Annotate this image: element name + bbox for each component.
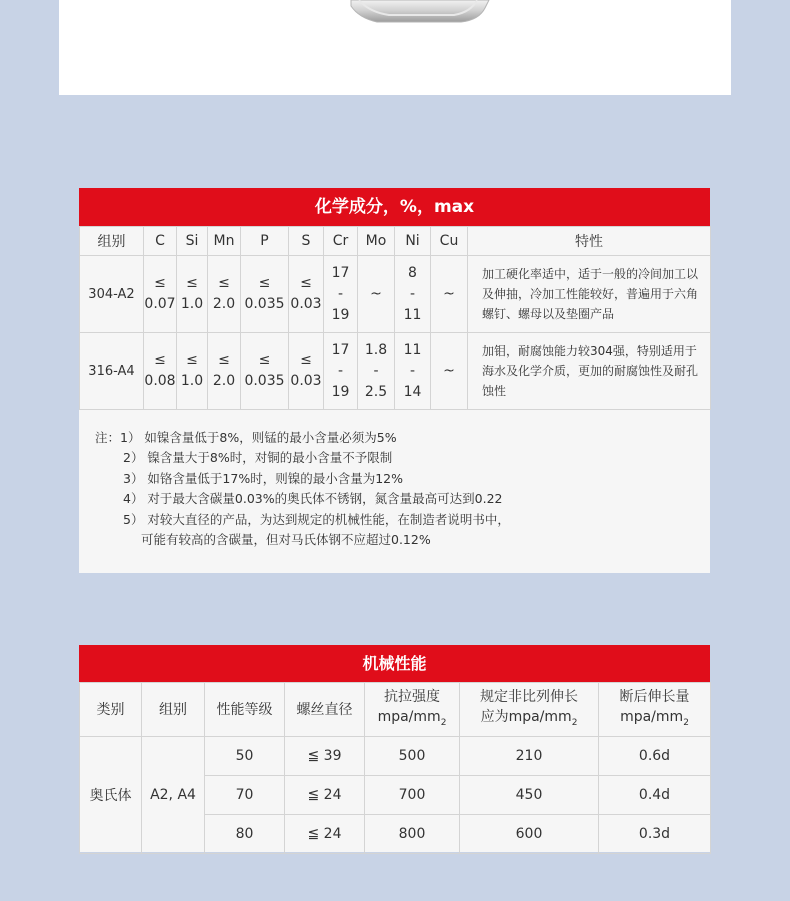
grade-cell: 316-A4 <box>80 333 144 410</box>
property-note: 加钼，耐腐蚀能力较304强，特别适用于海水及化学介质，更加的耐腐蚀性及耐孔蚀性 <box>468 333 711 410</box>
range-dash: - <box>337 362 344 379</box>
cr-min: 17 <box>331 341 350 358</box>
table-row <box>80 333 711 410</box>
category-cell: 奥氏体 <box>80 737 142 854</box>
tensile-label: 抗拉强度 <box>384 688 440 705</box>
le-sign: ≤ <box>186 275 198 291</box>
ni-max: 11 <box>403 306 422 323</box>
note-line: 5） 对较大直径的产品，为达到规定的机械性能，在制造者说明书中， <box>123 511 510 527</box>
header-elongation <box>599 683 711 737</box>
p-cell <box>241 333 289 410</box>
le-sign: ≤ <box>258 275 271 291</box>
s-value: 0.03 <box>290 296 322 312</box>
elongation-cell: 0.4d <box>599 776 711 815</box>
cr-min: 17 <box>331 264 350 281</box>
cr-cell <box>324 256 358 333</box>
header-group: 组别 <box>142 683 205 737</box>
le-sign: ≤ <box>154 352 166 368</box>
yield-cell: 600 <box>460 815 599 854</box>
header-tensile-strength <box>365 683 460 737</box>
bolt-image <box>59 0 731 95</box>
grade-cell: 80 <box>205 815 285 854</box>
le-sign: ≤ <box>218 352 230 368</box>
header-ni: Ni <box>395 227 431 256</box>
yield-cell: 450 <box>460 776 599 815</box>
mn-value: 2.0 <box>212 296 236 312</box>
header-mn: Mn <box>208 227 241 256</box>
grade-cell: 70 <box>205 776 285 815</box>
ni-min: 11 <box>403 341 422 358</box>
mechanical-title: 机械性能 <box>79 645 710 682</box>
p-value: 0.035 <box>244 296 285 312</box>
si-cell <box>177 333 208 410</box>
notes-block <box>79 410 710 550</box>
diameter-cell: ≦ 39 <box>285 737 365 776</box>
le-sign: ≤ <box>154 275 166 291</box>
mo-min: 1.8 <box>364 341 388 358</box>
note-line: 3） 如铬含量低于17%时，则镍的最小含量为12% <box>123 470 403 486</box>
yield-label: 规定非比列伸长 <box>480 688 578 705</box>
s-value: 0.03 <box>290 373 322 389</box>
le-sign: ≤ <box>258 352 271 368</box>
tensile-cell: 800 <box>365 815 460 854</box>
elongation-label: 断后伸长量 <box>619 688 690 705</box>
header-cu: Cu <box>431 227 468 256</box>
p-cell <box>241 256 289 333</box>
mn-value: 2.0 <box>212 373 236 389</box>
header-property: 特性 <box>468 227 711 256</box>
range-dash: - <box>337 285 344 302</box>
mo-max: 2.5 <box>364 383 388 400</box>
c-value: 0.07 <box>144 296 176 312</box>
mo-cell: ~ <box>358 256 395 333</box>
header-cr: Cr <box>324 227 358 256</box>
header-screw-diameter: 螺丝直径 <box>285 683 365 737</box>
cr-max: 19 <box>331 383 350 400</box>
ni-min: 8 <box>408 264 417 281</box>
mechanical-header-row <box>80 683 711 737</box>
table-row <box>80 737 711 776</box>
note-line: 4） 对于最大含碳量0.03%的奥氏体不锈钢，氮含量最高可达到0.22 <box>123 491 503 507</box>
header-c: C <box>144 227 177 256</box>
group-cell: A2, A4 <box>142 737 205 854</box>
header-grade: 组别 <box>80 227 144 256</box>
chemical-composition-table <box>79 188 710 573</box>
le-sign: ≤ <box>218 275 230 291</box>
header-s: S <box>289 227 324 256</box>
s-cell <box>289 256 324 333</box>
chemical-header-row <box>80 227 711 256</box>
mn-cell <box>208 333 241 410</box>
c-cell <box>144 256 177 333</box>
note-line: 可能有较高的含碳量，但对马氏体钢不应超过0.12% <box>141 532 431 548</box>
grade-cell: 304-A2 <box>80 256 144 333</box>
header-yield-strength <box>460 683 599 737</box>
product-image-card <box>59 0 731 95</box>
le-sign: ≤ <box>300 352 312 368</box>
tensile-cell: 700 <box>365 776 460 815</box>
cu-cell: ~ <box>431 256 468 333</box>
p-value: 0.035 <box>244 373 285 389</box>
tensile-unit: mpa/$mm_2$ <box>377 708 447 728</box>
le-sign: ≤ <box>300 275 312 291</box>
header-performance-grade: 性能等级 <box>205 683 285 737</box>
le-sign: ≤ <box>186 352 198 368</box>
cr-cell <box>324 333 358 410</box>
property-note: 加工硬化率适中，适于一般的冷间加工以及伸抽，冷加工性能较好，普遍用于六角螺钉、螺母以及垫圈产品 <box>468 256 711 333</box>
ni-cell <box>395 333 431 410</box>
diameter-cell: ≦ 24 <box>285 776 365 815</box>
range-dash: - <box>409 362 416 379</box>
range-dash: - <box>409 285 416 302</box>
si-cell <box>177 256 208 333</box>
header-category: 类别 <box>80 683 142 737</box>
ni-max: 14 <box>403 383 422 400</box>
si-value: 1.0 <box>180 373 204 389</box>
range-dash: - <box>373 362 379 379</box>
yield-cell: 210 <box>460 737 599 776</box>
diameter-cell: ≦ 24 <box>285 815 365 854</box>
tensile-cell: 500 <box>365 737 460 776</box>
cu-cell: ~ <box>431 333 468 410</box>
note-line: 注：1） 如镍含量低于8%，则锰的最小含量必须为5% <box>95 430 397 445</box>
elongation-cell: 0.6d <box>599 737 711 776</box>
s-cell <box>289 333 324 410</box>
grade-cell: 50 <box>205 737 285 776</box>
cr-max: 19 <box>331 306 350 323</box>
ni-cell <box>395 256 431 333</box>
elongation-cell: 0.3d <box>599 815 711 854</box>
elongation-unit: mpa/$mm_2$ <box>620 708 689 728</box>
header-si: Si <box>177 227 208 256</box>
mechanical-properties-table <box>79 645 710 852</box>
mo-cell <box>358 333 395 410</box>
table-row <box>80 256 711 333</box>
note-line: 2） 镍含量大于8%时，对铜的最小含量不予限制 <box>123 450 393 466</box>
c-value: 0.08 <box>144 373 176 389</box>
header-mo: Mo <box>358 227 395 256</box>
chemical-title: 化学成分，%，max <box>79 188 710 226</box>
c-cell <box>144 333 177 410</box>
yield-unit: 应为mpa/$mm_2$ <box>480 708 578 728</box>
mn-cell <box>208 256 241 333</box>
header-p: P <box>241 227 289 256</box>
si-value: 1.0 <box>180 296 204 312</box>
